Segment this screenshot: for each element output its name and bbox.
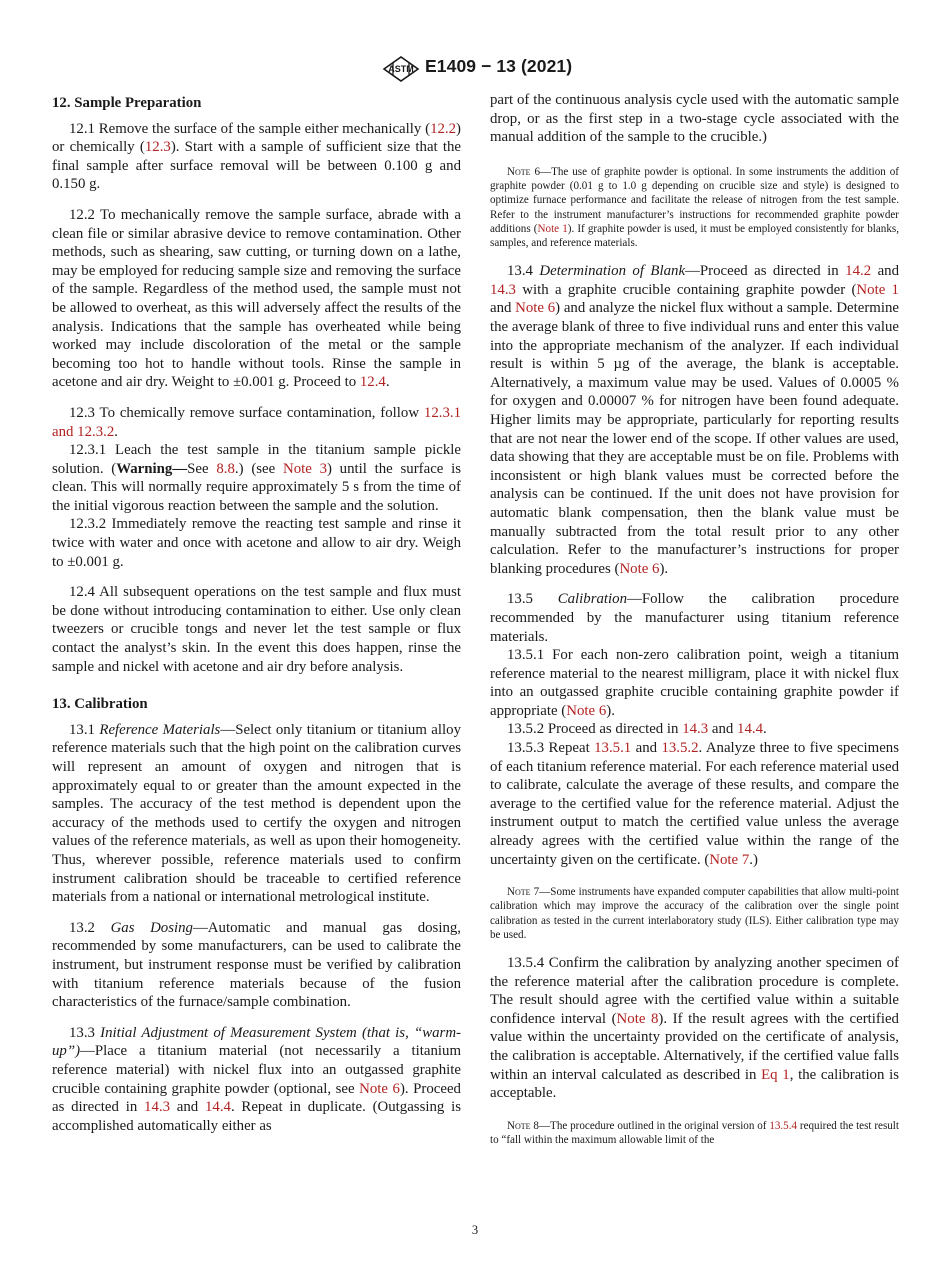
- paragraph-12-4: 12.4 All subsequent operations on the test sample and flux must be done without introducing contamination to either. Use only clean tweezers or crucible tongs and never let the test sample or flux contact the analyst’s skin. In the event this does happen, rinse the sample and nickel with acetone and air dry before analysis.: [52, 584, 461, 675]
- paragraph-12-3-1: 12.3.1 Leach the test sample in the titanium sample pickle solution. (Warning—See 8.8.) (see Note 3) until the surface is clean. This will normally require approximately 5 s from the time of the initial vigorous reaction between the sample and the solution.: [52, 442, 462, 514]
- link-13-5-1[interactable]: 13.5.1: [594, 740, 632, 757]
- paragraph-13-3: 13.3 Initial Adjustment of Measurement System (that is, “warm-up”)—Place a titanium material (not necessarily a titanium reference material) with nickel flux into an outgassed graphite crucible containing graphite powder (optional, see Note 6). Proceed as directed in 14.3 and 14.4. Repeat in duplicate. (Outgassing is accomplished automatically either as: [52, 1024, 462, 1134]
- link-note-6[interactable]: Note 6: [566, 702, 607, 719]
- paragraph-13-5-1: 13.5.1 For each non-zero calibration point, weigh a titanium reference material to the nearest milligram, place it with nickel flux into an outgassed graphite crucible containing graphite powder if appropriate (Note 6).: [490, 647, 899, 719]
- link-note-6[interactable]: Note 6: [515, 300, 556, 317]
- link-note-7[interactable]: Note 7: [709, 851, 750, 868]
- link-note-1[interactable]: Note 1: [537, 222, 568, 235]
- link-14-3[interactable]: 14.3: [490, 281, 516, 298]
- astm-logo-icon: [380, 54, 422, 84]
- paragraph-12-3-2: 12.3.2 Immediately remove the reacting test sample and rinse it twice with water and once with acetone and allow to air dry. Weigh to ±0.001 g.: [52, 516, 461, 570]
- left-column: [52, 92, 461, 1135]
- paragraph-13-5: 13.5 Calibration—Follow the calibration procedure recommended by the manufacturer using titanium reference materials.: [490, 591, 899, 645]
- link-14-4[interactable]: 14.4: [737, 721, 764, 738]
- document-title: E1409 − 13 (2021): [425, 56, 573, 76]
- page-number: 3: [471, 1223, 479, 1237]
- link-note-6[interactable]: Note 6: [359, 1080, 400, 1097]
- section-13-heading: 13. Calibration: [52, 696, 148, 713]
- paragraph-13-4: 13.4 Determination of Blank—Proceed as directed in 14.2 and 14.3 with a graphite crucible containing graphite powder (Note 1 and Note 6) and analyze the nickel flux without a sample. Determine the average blank of three to five individual runs and enter this value into the appropriate mechanism of the analyzer. If each individual result is within 5 µg of the average, the blank is acceptable. Alternatively, a maximum value may be used. Values of 0.0005 % for oxygen and 0.00007 % for nitrogen have been found adequate. Higher limits may be appropriate, particularly for reporting results that are not near the lower end of the scope. If other values are used, data showing that they are acceptable must be on file. Problems with inconsistent or high blank values must be corrected before the analysis can be continued. If the unit does not have provision for automatic blank compensation, then the blank value must be manually subtracted from the total result prior to any other calculation. Refer to the manufacturer’s instructions for proper blanking procedures (Note 6).: [490, 263, 900, 577]
- note-7: Note 7—Some instruments have expanded computer capabilities that allow multi-point calibration which may improve the accuracy of the calibration over the single point calibration as tested in the current interlaboratory study (ILS). Either calibration type may be used.: [490, 886, 899, 941]
- link-12-2[interactable]: 12.2: [430, 120, 457, 137]
- paragraph-12-3: 12.3 To chemically remove surface contamination, follow 12.3.1 and 12.3.2.: [52, 404, 461, 440]
- link-13-5-4[interactable]: 13.5.4: [769, 1119, 798, 1132]
- link-12-4[interactable]: 12.4: [359, 374, 386, 391]
- link-note-8[interactable]: Note 8: [616, 1010, 659, 1027]
- paragraph-12-1: 12.1 Remove the surface of the sample either mechanically (12.2) or chemically (12.3). Start with a sample of sufficient size that the final sample after surface removal will be between 0.100 g and 0.150 g.: [52, 120, 461, 193]
- paragraph-13-1: 13.1 Reference Materials—Select only titanium or titanium alloy reference materials such that the high point on the calibration curves will represent an amount of oxygen and nitrogen that is approximately equal to or greater than the amount expected in the samples. The accuracy of the test method is dependent upon the accuracy of the methods used to certify the oxygen and nitrogen values of the reference materials, as well as upon their homogeneity. Thus, wherever possible, reference materials used to confirm instrument calibration should be traceable to certified reference materials from a national or international metrological institute.: [52, 721, 461, 906]
- link-note-3[interactable]: Note 3: [282, 460, 327, 477]
- paragraph-12-2: 12.2 To mechanically remove the sample surface, abrade with a clean file or similar abrasive device to remove contamination. Other methods, such as shearing, saw cutting, or turning down on a lathe, may be employed for reducing sample size and removing the surface of the sample. Regardless of the method used, the sample must not be allowed to overheat, as this will adversely affect the results of the analysis. Indications that the sample has overheated while being worked may include discoloration of the metal or the sample becoming too hot to handle without tools. Rinse the sample in acetone and air dry. Weight to ±0.001 g. Proceed to 12.4.: [52, 206, 461, 391]
- link-14-2[interactable]: 14.2: [845, 263, 872, 280]
- paragraph-13-5-2: 13.5.2 Proceed as directed in 14.3 and 14.4.: [507, 721, 767, 738]
- paragraph-13-5-4: 13.5.4 Confirm the calibration by analyzing another specimen of the reference material after the calibration procedure is complete. The result should agree with the certified value within a suitable confidence interval (Note 8). If the result agrees with the certified value within the uncertainty provided on the certificate of analysis, the calibration is acceptable. Alternatively, if the certified value falls within an interval calculated as described in Eq 1, the calibration is acceptable.: [490, 955, 900, 1102]
- link-12-3-1-and-12-3-2[interactable]: 12.3.1 and 12.3.2: [52, 404, 461, 440]
- link-14-3[interactable]: 14.3: [682, 721, 709, 738]
- link-eq-1[interactable]: Eq 1: [761, 1066, 790, 1083]
- link-8-8[interactable]: 8.8: [216, 460, 235, 477]
- paragraph-13-3-continued: part of the continuous analysis cycle used with the automatic sample drop, or as the first step in a two-stage cycle associated with the manual addition of the sample to the crucible.): [490, 92, 899, 146]
- paragraph-13-2: 13.2 Gas Dosing—Automatic and manual gas dosing, recommended by some manufacturers, can be used to calibrate the instrument, but instrument response must be verified by calibration with titanium reference materials because of the fusion characteristics of the furnace/sample combination.: [52, 919, 461, 1011]
- note-8: Note 8—The procedure outlined in the original version of 13.5.4 required the test result to “fall within the maximum allowable limit of the: [490, 1119, 899, 1146]
- right-column: [490, 91, 899, 147]
- link-14-4[interactable]: 14.4: [204, 1099, 231, 1116]
- note-6: Note 6—The use of graphite powder is optional. In some instruments the addition of graphite powder (0.01 g to 1.0 g depending on crucible size and style) is designed to optimize furnace performance and facilitate the release of nitrogen from the test sample. Refer to the instrument manufacturer’s instructions for recommended graphite powder additions (Note 1). If graphite powder is used, it must be employed consistently for blanks, samples, and reference materials.: [490, 166, 899, 250]
- link-note-6[interactable]: Note 6: [619, 560, 660, 577]
- section-12-heading: 12. Sample Preparation: [52, 95, 202, 111]
- paragraph-13-5-3: 13.5.3 Repeat 13.5.1 and 13.5.2. Analyze three to five specimens of each titanium reference material. For each reference material used to calibrate, calculate the average of these results, and compare the average to the certified value for the reference material. Adjust the instrument output to match the certified value unless the average already agrees with the certified value within the range of the uncertainty given on the certificate. (Note 7.): [490, 740, 899, 868]
- page-header: [0, 54, 950, 86]
- link-note-1[interactable]: Note 1: [856, 281, 899, 298]
- link-13-5-2[interactable]: 13.5.2: [661, 740, 699, 757]
- svg-text:ASTM: ASTM: [388, 64, 414, 74]
- right-column-main: [490, 165, 899, 1147]
- link-14-3[interactable]: 14.3: [144, 1099, 170, 1116]
- link-12-3[interactable]: 12.3: [144, 139, 171, 156]
